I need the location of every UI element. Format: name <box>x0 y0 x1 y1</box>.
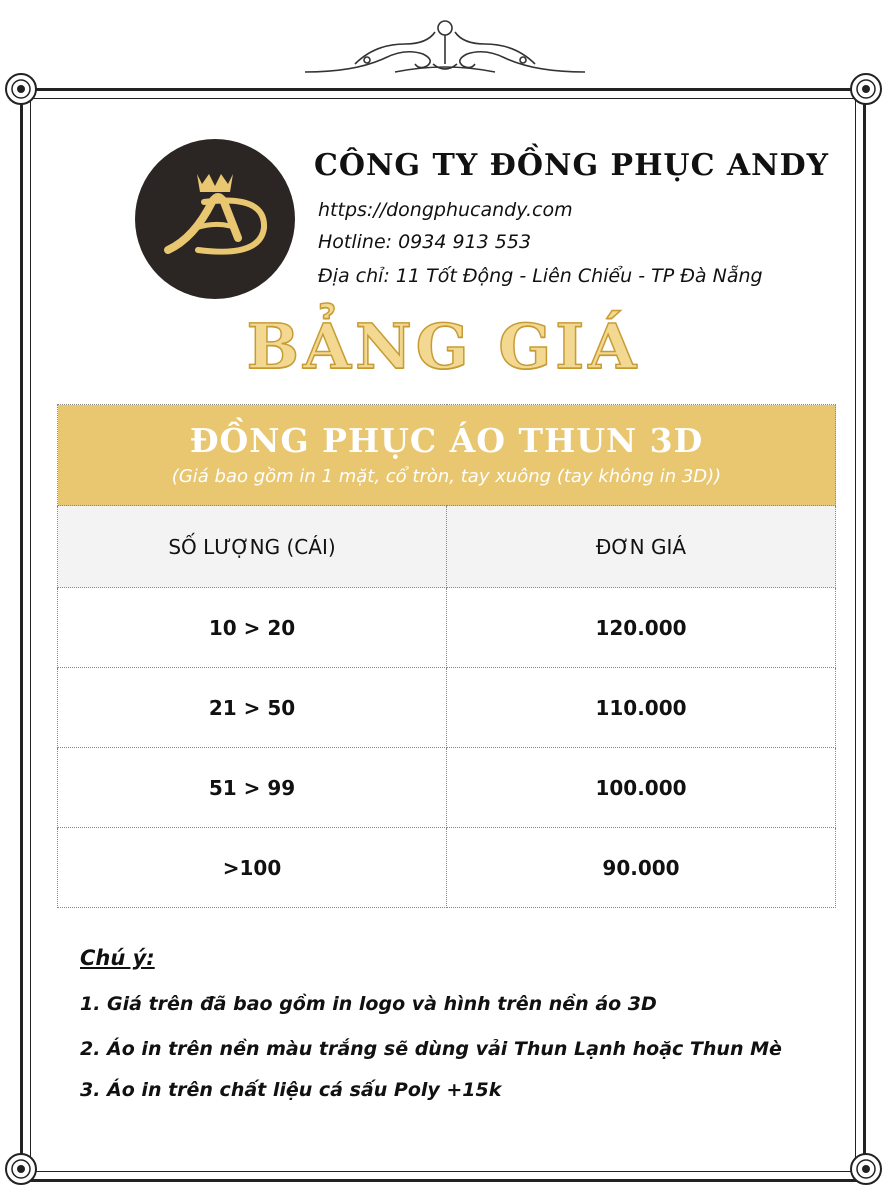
column-header-unit-price: ĐƠN GIÁ <box>447 506 836 588</box>
top-flourish-ornament-icon <box>295 14 595 80</box>
company-logo <box>134 138 296 300</box>
company-website-link[interactable]: https://dongphucandy.com <box>318 199 573 221</box>
price-cell: 120.000 <box>447 588 836 668</box>
quantity-cell: 10 > 20 <box>58 588 447 668</box>
price-cell: 90.000 <box>447 828 836 908</box>
notes-title: Chú ý: <box>80 946 155 970</box>
column-header-quantity: SỐ LƯỢNG (CÁI) <box>58 506 447 588</box>
company-hotline: Hotline: 0934 913 553 <box>318 231 532 253</box>
price-table <box>57 404 836 908</box>
product-title: ĐỒNG PHỤC ÁO THUN 3D <box>189 421 704 460</box>
quantity-cell: 51 > 99 <box>58 748 447 828</box>
quantity-cell: 21 > 50 <box>58 668 447 748</box>
quantity-cell: >100 <box>58 828 447 908</box>
corner-ornament-icon <box>4 72 38 106</box>
product-subtitle: (Giá bao gồm in 1 mặt, cổ tròn, tay xuông (tay không in 3D)) <box>171 466 722 487</box>
company-address: Địa chỉ: 11 Tốt Động - Liên Chiểu - TP Đà Nẵng <box>318 265 763 287</box>
price-cell: 100.000 <box>447 748 836 828</box>
table-row <box>58 588 836 668</box>
table-row <box>58 668 836 748</box>
page-title: BẢNG GIÁ <box>246 310 641 383</box>
company-name: CÔNG TY ĐỒNG PHỤC ANDY <box>314 148 830 183</box>
table-banner <box>58 405 836 506</box>
table-row <box>58 748 836 828</box>
note-item: 2. Áo in trên nền màu trắng sẽ dùng vải Thun Lạnh hoặc Thun Mè <box>80 1038 782 1060</box>
corner-ornament-icon <box>4 1152 38 1186</box>
corner-ornament-icon <box>849 1152 883 1186</box>
note-item: 1. Giá trên đã bao gồm in logo và hình trên nền áo 3D <box>80 993 657 1015</box>
note-item: 3. Áo in trên chất liệu cá sấu Poly +15k <box>80 1079 502 1101</box>
corner-ornament-icon <box>849 72 883 106</box>
table-row <box>58 828 836 908</box>
price-cell: 110.000 <box>447 668 836 748</box>
